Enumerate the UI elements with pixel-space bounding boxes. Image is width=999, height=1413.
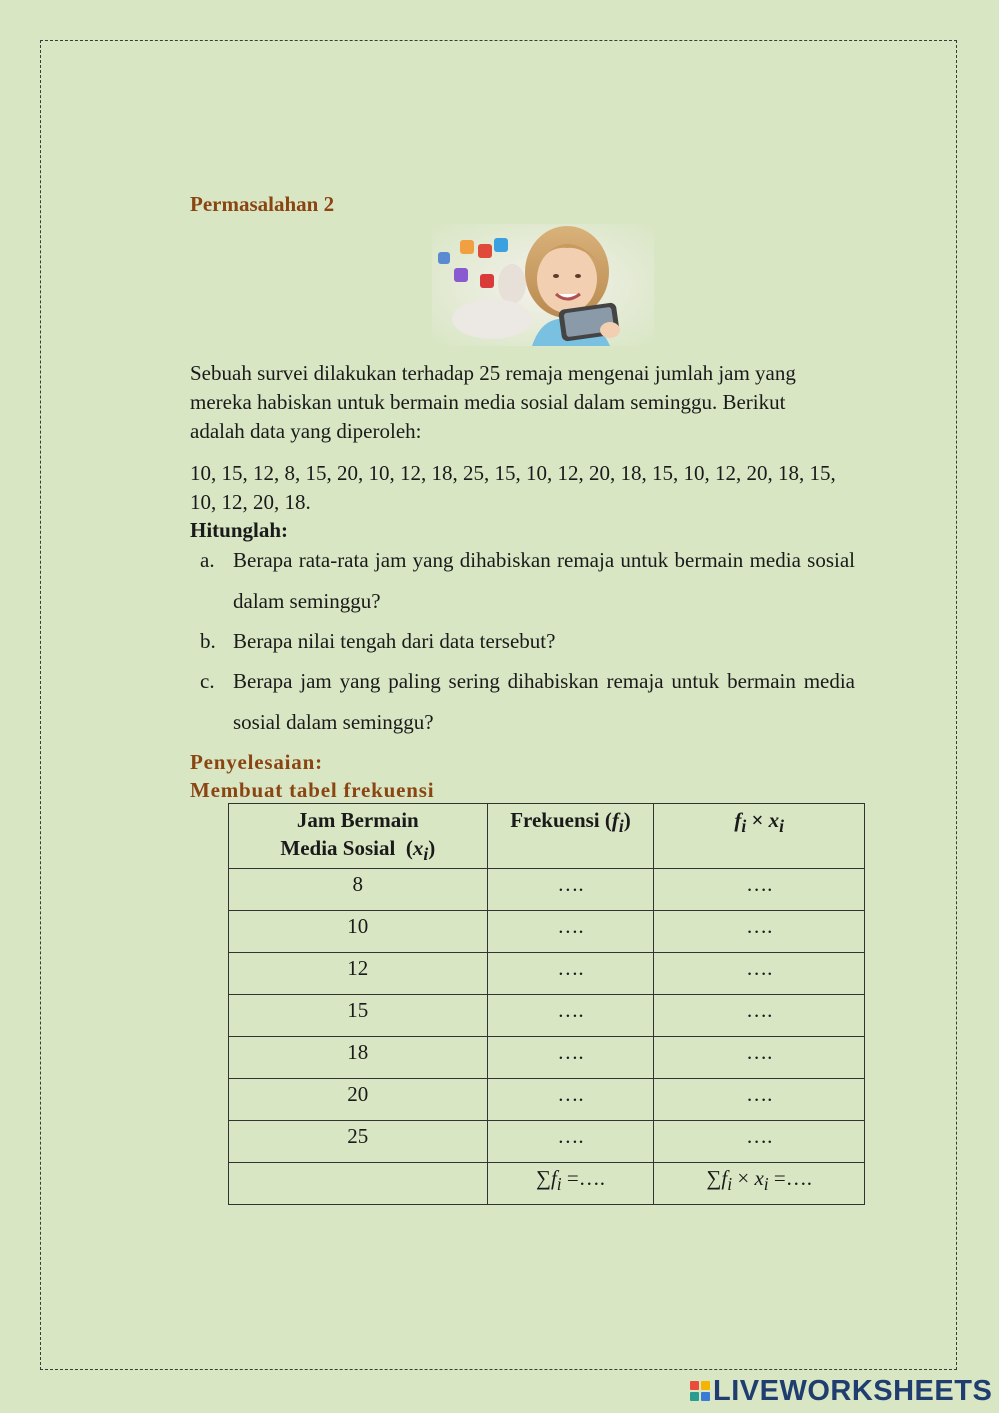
cell-fx-input[interactable]: …. xyxy=(654,995,865,1037)
sub-i: i xyxy=(423,844,429,865)
table-row xyxy=(229,995,865,1037)
var-f: f xyxy=(611,808,619,832)
cell-x: 12 xyxy=(229,953,488,995)
var-x: x xyxy=(754,1166,764,1191)
question-letter: a. xyxy=(200,548,215,572)
times-sign: × xyxy=(751,808,764,832)
cell-empty xyxy=(229,1163,488,1205)
cell-x: 8 xyxy=(229,869,488,911)
cell-x: 18 xyxy=(229,1037,488,1079)
cell-x: 20 xyxy=(229,1079,488,1121)
sub-i: i xyxy=(727,1174,733,1195)
table-header-row xyxy=(229,804,865,869)
var-x: x xyxy=(768,808,780,832)
problem-data-values: 10, 15, 12, 8, 15, 20, 10, 12, 18, 25, 15, 10, 12, 20, 18, 15, 10, 12, 20, 18, 15, 10, 12, 20, 18. xyxy=(190,461,836,514)
girl-with-phone-photo xyxy=(432,224,654,346)
header-frequency-label: Frekuensi xyxy=(510,808,600,832)
solution-subheading: Membuat tabel frekuensi xyxy=(190,778,435,802)
question-b xyxy=(200,621,855,662)
sub-i: i xyxy=(556,1174,562,1195)
cell-fx-input[interactable]: …. xyxy=(654,869,865,911)
sub-i: i xyxy=(763,1174,769,1195)
header-hours-line1: Jam Bermain xyxy=(296,808,419,832)
cell-fx-input[interactable]: …. xyxy=(654,911,865,953)
table-row xyxy=(229,1079,865,1121)
cell-frequency-input[interactable]: …. xyxy=(487,953,654,995)
table-row xyxy=(229,1121,865,1163)
question-c xyxy=(200,661,855,743)
cell-fx-input[interactable]: …. xyxy=(654,1037,865,1079)
header-frequency: Frekuensi $(f_i)$ xyxy=(487,804,654,869)
cell-frequency-input[interactable]: …. xyxy=(487,869,654,911)
sub-i: i xyxy=(741,816,747,837)
var-f: f xyxy=(721,1166,728,1191)
table-row xyxy=(229,1037,865,1079)
question-text: Berapa rata-rata jam yang dihabiskan remaja untuk bermain media sosial dalam seminggu? xyxy=(233,548,855,613)
table-row xyxy=(229,911,865,953)
header-hours-line2: Media Sosial xyxy=(280,836,396,860)
table-row xyxy=(229,953,865,995)
header-hours: Jam Bermain Media Sosial $(x_i)$ xyxy=(229,804,488,869)
problem-title: Permasalahan 2 xyxy=(190,192,335,216)
question-a xyxy=(200,540,855,622)
question-text: Berapa jam yang paling sering dihabiskan remaja untuk bermain media sosial dalam seminggu? xyxy=(233,669,855,734)
logo-text: LIVEWORKSHEETS xyxy=(713,1374,993,1407)
sigma-sign: ∑ xyxy=(535,1166,551,1191)
cell-frequency-input[interactable]: …. xyxy=(487,995,654,1037)
sigma-sign: ∑ xyxy=(706,1166,722,1191)
cell-x: 15 xyxy=(229,995,488,1037)
header-fx xyxy=(654,804,865,869)
cell-sum-fx-input[interactable] xyxy=(654,1163,865,1205)
girl-with-phone-illustration xyxy=(432,224,654,346)
frequency-table xyxy=(228,803,865,1205)
table-row xyxy=(229,869,865,911)
sum-blank: =…. xyxy=(561,1166,605,1191)
cell-fx-input[interactable]: …. xyxy=(654,953,865,995)
liveworksheets-logo xyxy=(690,1374,992,1408)
cell-frequency-input[interactable]: …. xyxy=(487,911,654,953)
questions-heading: Hitunglah: xyxy=(190,518,289,542)
times-sign: × xyxy=(732,1166,755,1191)
cell-x: 10 xyxy=(229,911,488,953)
cell-frequency-input[interactable]: …. xyxy=(487,1079,654,1121)
sub-i: i xyxy=(618,816,624,837)
problem-intro: Sebuah survei dilakukan terhadap 25 remaja mengenai jumlah jam yang mereka habiskan untuk bermain media sosial dalam seminggu. Berikut adalah data yang diperoleh: xyxy=(190,361,796,443)
var-f: f xyxy=(734,808,742,832)
question-letter: c. xyxy=(200,669,215,693)
cell-frequency-input[interactable]: …. xyxy=(487,1037,654,1079)
cell-fx-input[interactable]: …. xyxy=(654,1121,865,1163)
logo-blocks-icon xyxy=(690,1381,710,1401)
question-letter: b. xyxy=(200,629,216,653)
sub-i: i xyxy=(779,816,785,837)
question-text: Berapa nilai tengah dari data tersebut? xyxy=(233,629,556,653)
table-sum-row xyxy=(229,1163,865,1205)
cell-frequency-input[interactable]: …. xyxy=(487,1121,654,1163)
sum-blank: =…. xyxy=(768,1166,812,1191)
solution-heading: Penyelesaian: xyxy=(190,750,323,774)
cell-sum-frequency-input[interactable] xyxy=(487,1163,654,1205)
cell-x: 25 xyxy=(229,1121,488,1163)
var-f: f xyxy=(550,1166,557,1191)
var-x: x xyxy=(412,836,424,860)
cell-fx-input[interactable]: …. xyxy=(654,1079,865,1121)
